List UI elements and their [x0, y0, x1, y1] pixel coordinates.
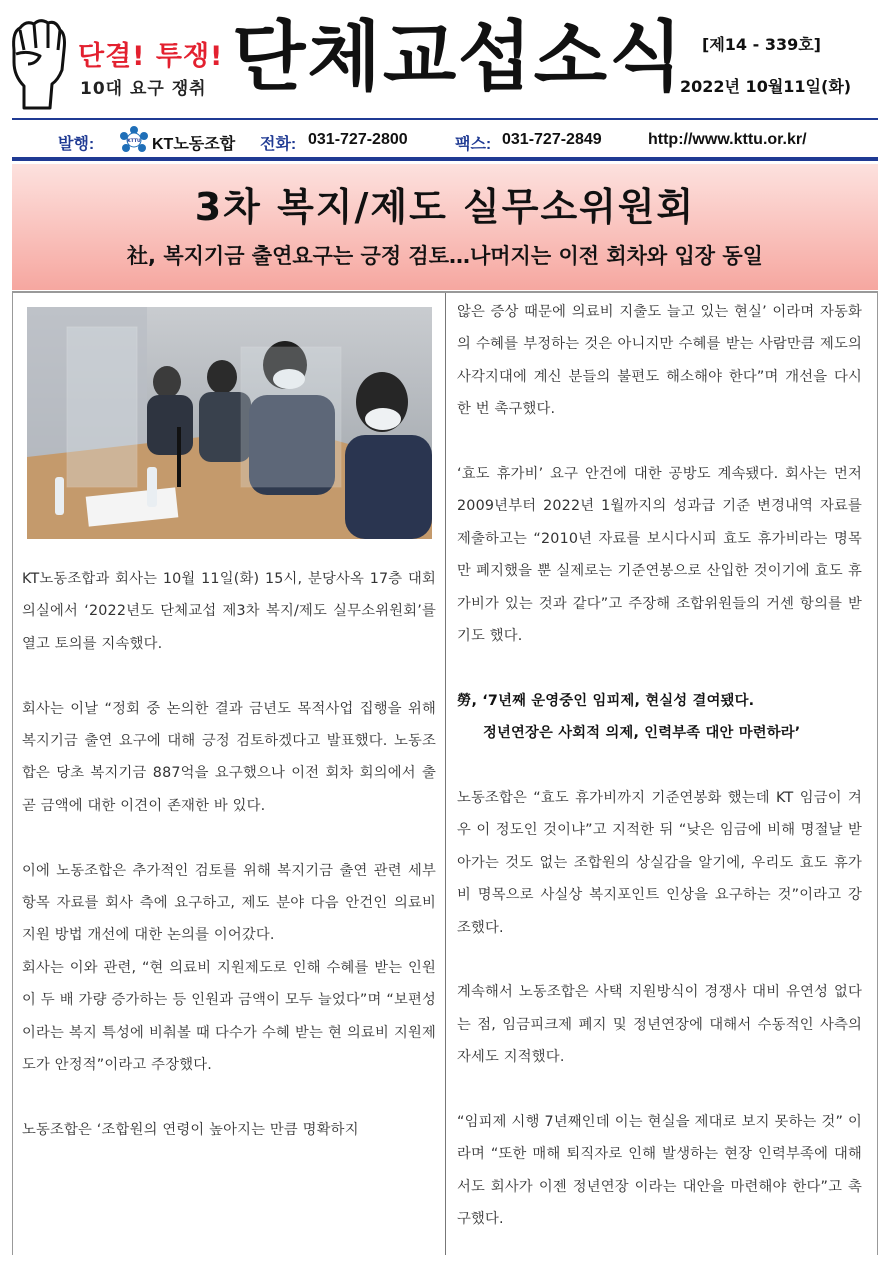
- fax-label: 팩스:: [455, 136, 492, 153]
- headline-box: [12, 164, 878, 290]
- headline-title: 3차 복지/제도 실무소위원회: [194, 185, 696, 229]
- logo-text: KTTU: [127, 139, 141, 144]
- newsletter-title: 단체교섭소식: [232, 12, 685, 101]
- publisher-name: KT노동조합: [152, 136, 236, 153]
- slogan-main: 단결! 투쟁!: [78, 41, 224, 72]
- column-divider: [445, 293, 446, 1255]
- phone-label: 전화:: [260, 136, 297, 153]
- slogan-sub: 10대 요구 쟁취: [80, 79, 207, 99]
- divider-thick: [12, 157, 878, 161]
- paragraph: 노동조합은 ‘조합원의 연령이 높아지는 만큼 명확하지: [22, 1121, 359, 1138]
- website-link[interactable]: http://www.kttu.or.kr/: [648, 131, 807, 148]
- paragraph: 회사는 이와 관련, “현 의료비 지원제도로 인해 수혜를 받는 인원이 두 배 가량 증가하는 등 인원과 금액이 모두 늘었다”며 “보편성이라는 복지 특성에 비춰볼 때 다수가 수혜 받는 현 의료비 지원제도가 안정적”이라고 주장했다.: [22, 959, 436, 1074]
- fax-number: 031-727-2849: [502, 131, 602, 148]
- headline-subtitle: 社, 복지기금 출연요구는 긍정 검토…나머지는 이전 회차와 입장 동일: [127, 244, 763, 268]
- paragraph: “임피제 시행 7년째인데 이는 현실을 제대로 보지 못하는 것” 이라며 “또한 매해 퇴직자로 인해 발생하는 현장 인력부족에 대해서도 회사가 이젠 정년연장 이라는 대안을 마련해야 한다”고 촉구했다.: [457, 1114, 862, 1228]
- frame-border: [877, 293, 878, 1255]
- kttu-logo-icon: [120, 126, 148, 154]
- paragraph: 계속해서 노동조합은 사택 지원방식이 경쟁사 대비 유연성 없다는 점, 임금피크제 폐지 및 정년연장에 대해서 수동적인 사측의 자세도 지적했다.: [457, 984, 862, 1066]
- article-right-column: [457, 296, 862, 1236]
- meeting-photo: [27, 307, 432, 539]
- frame-border: [12, 293, 13, 1255]
- paragraph: KT노동조합과 회사는 10월 11일(화) 15시, 분당사옥 17층 대회의실에서 ‘2022년도 단체교섭 제3차 복지/제도 실무소위원회’를 열고 토의를 지속했다.: [22, 571, 436, 652]
- raised-fist-icon: [6, 10, 68, 110]
- paragraph: ‘효도 휴가비’ 요구 안건에 대한 공방도 계속됐다. 회사는 먼저 2009년부터 2022년 1월까지의 성과급 기준 변경내역 자료를 제출하고는 “2010년 자료를 보시다시피 효도 휴가비라는 명목만 폐지했을 뿐 실제로는 기준연봉으로 산입한 것이기에 효도 휴가비가 있는 것과 같다”고 주장해 조합위원들의 거센 항의를 받기도 했다.: [457, 466, 862, 645]
- paragraph: 않은 증상 때문에 의료비 지출도 늘고 있는 현실’ 이라며 자동화의 수혜를 부정하는 것은 아니지만 수혜를 받는 사람만큼 제도의 사각지대에 계신 분들의 불편도 해소해야 한다”며 개선을 다시 한 번 촉구했다.: [457, 304, 862, 418]
- paragraph: 노동조합은 “효도 휴가비까지 기준연봉화 했는데 KT 임금이 겨우 이 정도인 것이냐”고 지적한 뒤 “낮은 임금에 비해 명절날 받아가는 것도 없는 조합원의 상실감을 알기에, 우리도 효도 휴가비 명목으로 사실상 복지포인트 인상을 요구하는 것”이라고 강조했다.: [457, 790, 862, 936]
- divider: [12, 118, 878, 120]
- phone-number: 031-727-2800: [308, 131, 408, 148]
- masthead: [0, 0, 890, 120]
- article-left-column: [22, 563, 436, 1146]
- paragraph: 회사는 이날 “정회 중 논의한 결과 금년도 목적사업 집행을 위해 복지기금 출연 요구에 대해 긍정 검토하겠다고 발표했다. 노동조합은 당초 복지기금 887억을 요구했으나 이전 회차 회의에서 출곧 금액에 대한 이견이 존재한 바 있다.: [22, 700, 436, 814]
- issue-date: 2022년 10월11일(화): [680, 77, 852, 96]
- paragraph: 이에 노동조합은 추가적인 검토를 위해 복지기금 출연 관련 세부항목 자료를 회사 측에 요구하고, 제도 분야 다음 안건인 의료비 지원 방법 개선에 대한 논의를 이어갔다.: [22, 862, 436, 944]
- section-subheading: 勞, ‘7년째 운영중인 임피제, 현실성 결여됐다.: [457, 692, 755, 709]
- section-subheading-line2: 정년연장은 사회적 의제, 인력부족 대안 마련하라’: [483, 725, 801, 742]
- publisher-label: 발행:: [58, 136, 95, 153]
- publisher-info-bar: [12, 124, 878, 156]
- issue-number: [제14 - 339호]: [702, 35, 821, 54]
